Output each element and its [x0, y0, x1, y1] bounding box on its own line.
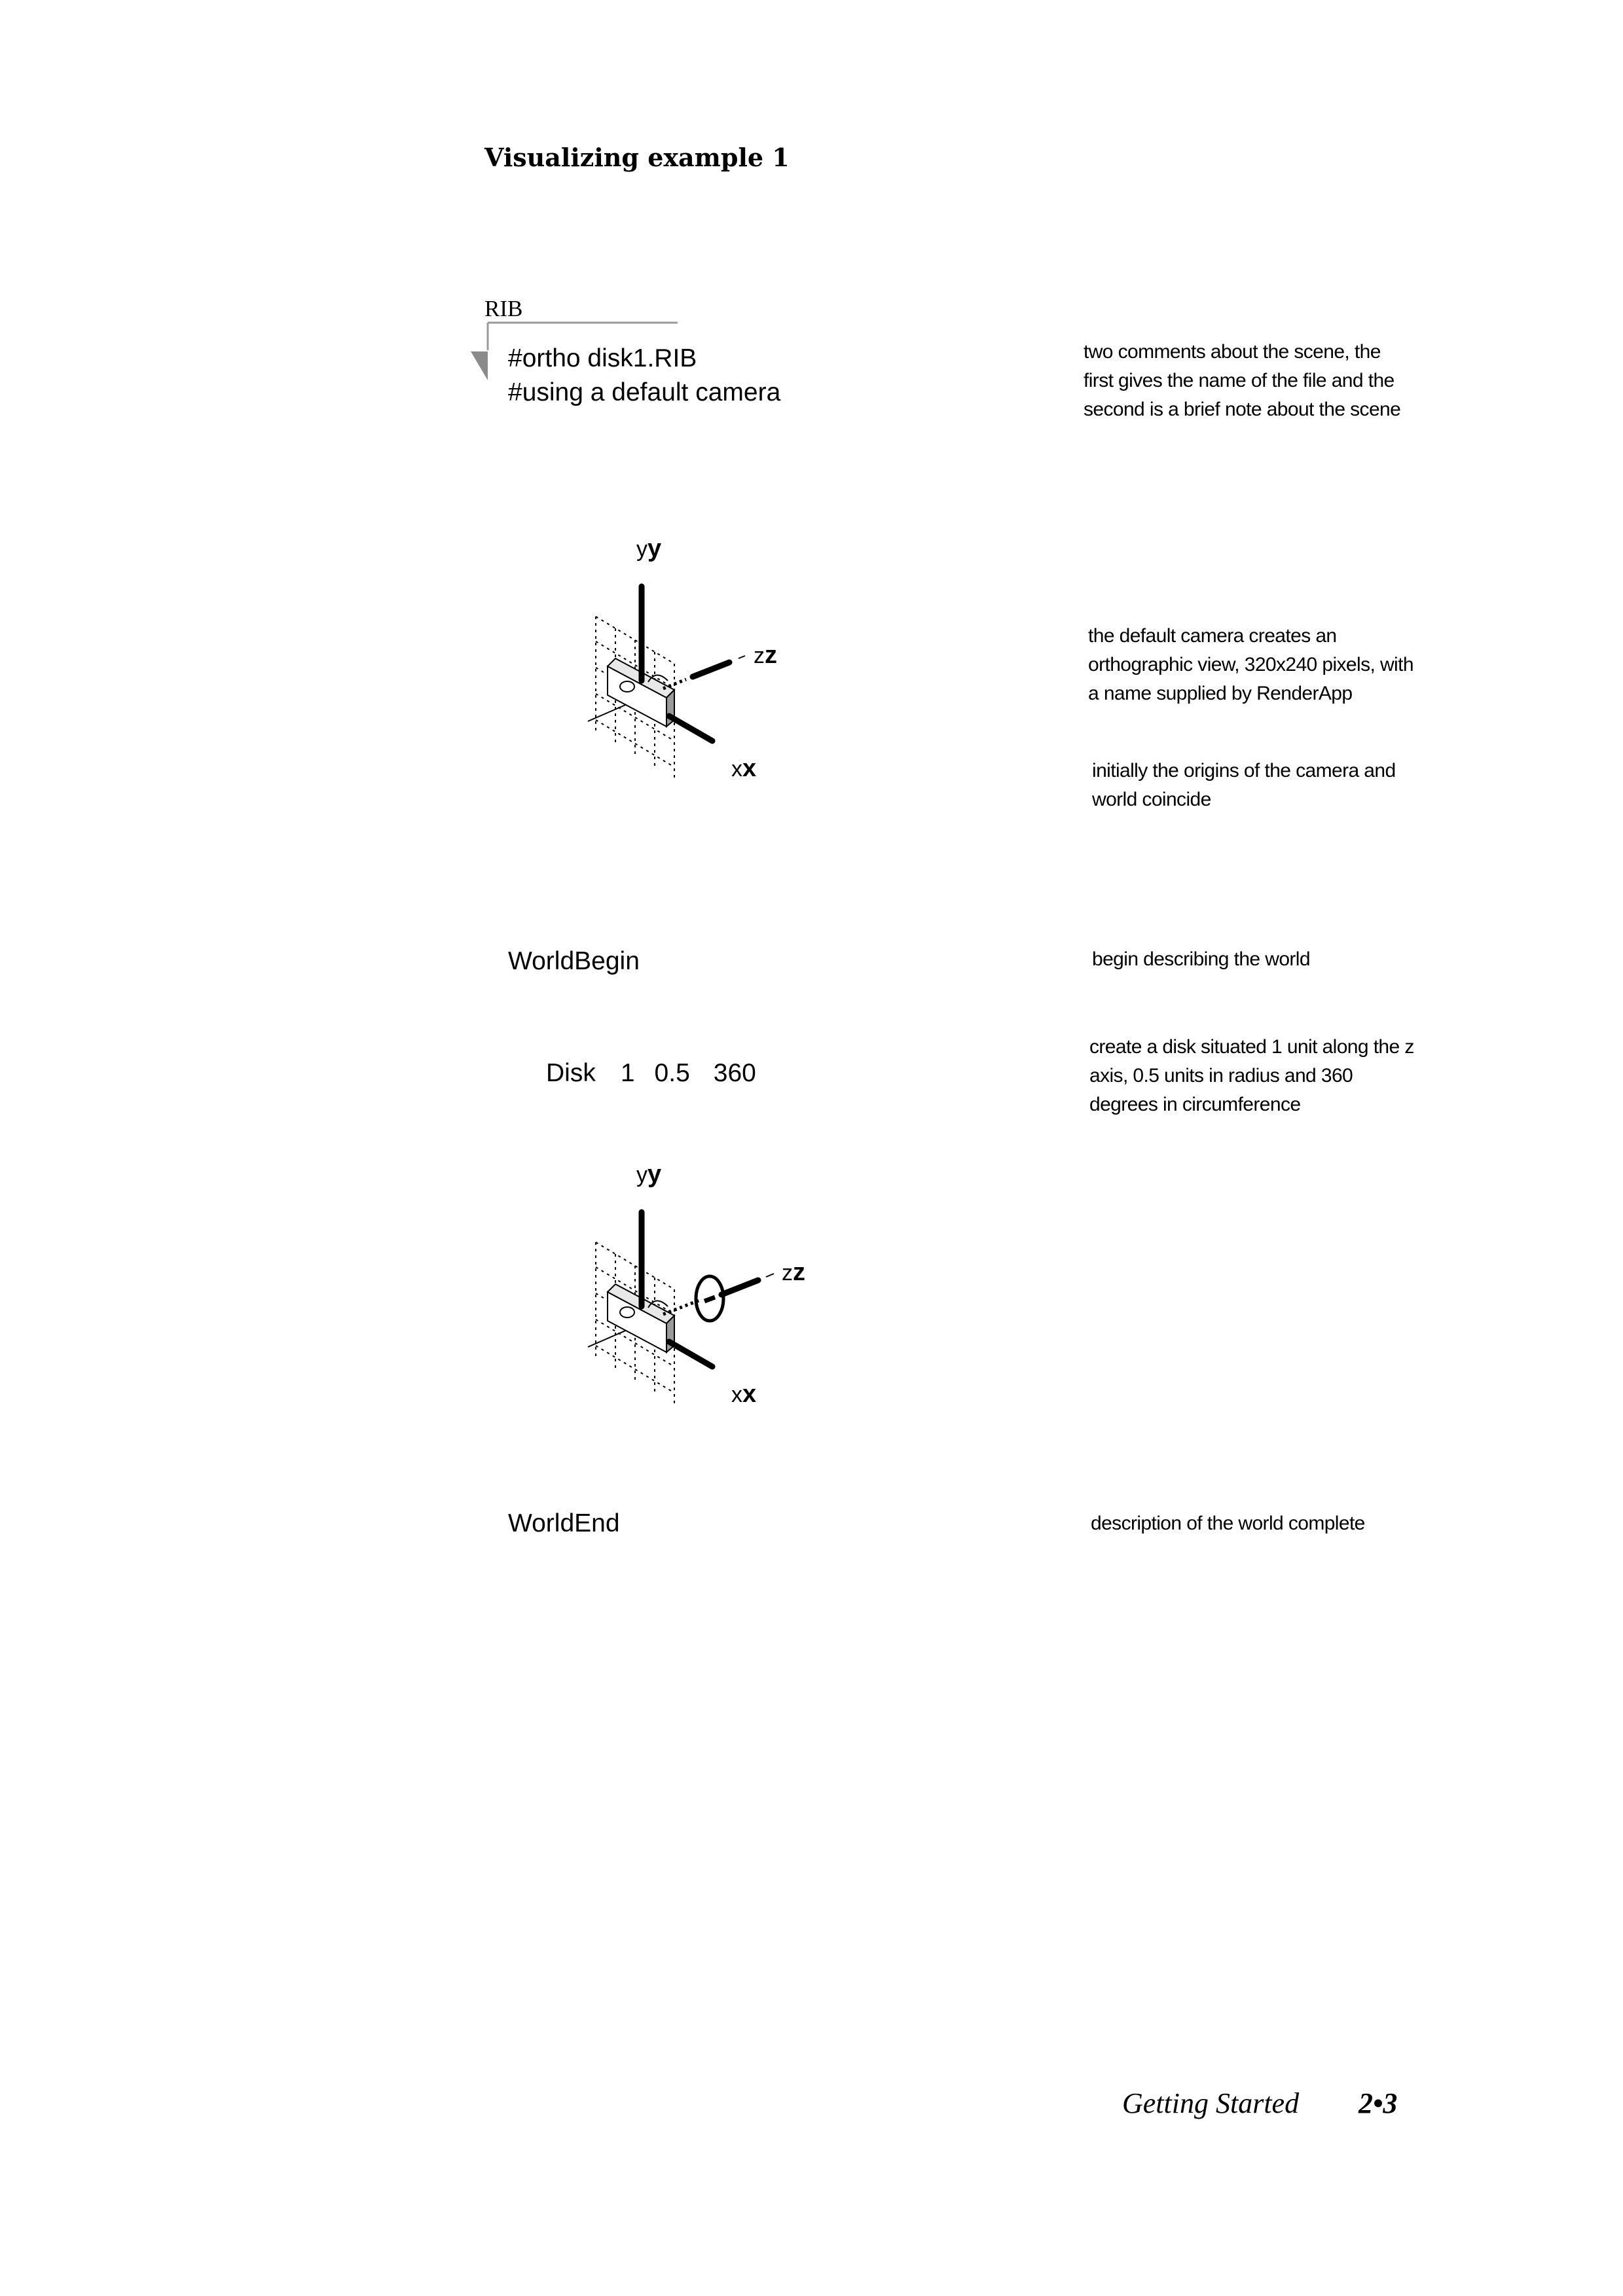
diagram1-z-axis-label: zz — [754, 641, 777, 669]
diagram1-x-axis-label: xx — [731, 755, 757, 782]
camera-axes-diagram-1 — [570, 537, 818, 825]
disk-height: 1 — [620, 1059, 635, 1087]
disk-command — [546, 1056, 756, 1090]
tab-triangle-icon — [471, 351, 488, 380]
note-world-end: description of the world complete — [1091, 1513, 1365, 1534]
note-disk: create a disk situated 1 unit along the z axis, 0.5 units in radius and 360 degrees in circumference — [1089, 1036, 1414, 1115]
disk-radius: 0.5 — [654, 1059, 690, 1087]
note-default-camera: the default camera creates an orthographic view, 320x240 pixels, with a name supplied by RenderApp — [1088, 625, 1413, 704]
world-end-command: WorldEnd — [508, 1509, 620, 1537]
note-comments: two comments about the scene, the first gives the name of the file and the second is a brief note about the scene — [1084, 341, 1401, 420]
diagram2-y-axis-label: yy — [636, 1160, 662, 1188]
note-origins: initially the origins of the camera and world coincide — [1092, 760, 1396, 810]
rib-tab-label: RIB — [484, 296, 523, 321]
diagram2-z-axis-label: zz — [782, 1259, 805, 1286]
x-axis — [669, 716, 712, 741]
diagram2-x-axis-label: xx — [731, 1380, 757, 1408]
world-begin-command: WorldBegin — [508, 947, 640, 975]
z-axis — [721, 1280, 758, 1295]
z-axis — [693, 662, 729, 677]
note-world-begin: begin describing the world — [1092, 948, 1310, 970]
page-number: 2•3 — [1359, 2087, 1398, 2119]
x-axis — [669, 1342, 712, 1367]
disk-keyword: Disk — [546, 1059, 596, 1087]
footer-chapter-title: Getting Started — [1122, 2087, 1300, 2119]
disk-theta-max: 360 — [713, 1059, 756, 1087]
comment-line-1: #ortho disk1.RIB — [508, 344, 697, 372]
page-title: Visualizing example 1 — [484, 143, 790, 172]
comment-line-2: #using a default camera — [508, 378, 781, 406]
camera-axes-diagram-2 — [570, 1162, 831, 1450]
diagram1-y-axis-label: yy — [636, 535, 662, 562]
